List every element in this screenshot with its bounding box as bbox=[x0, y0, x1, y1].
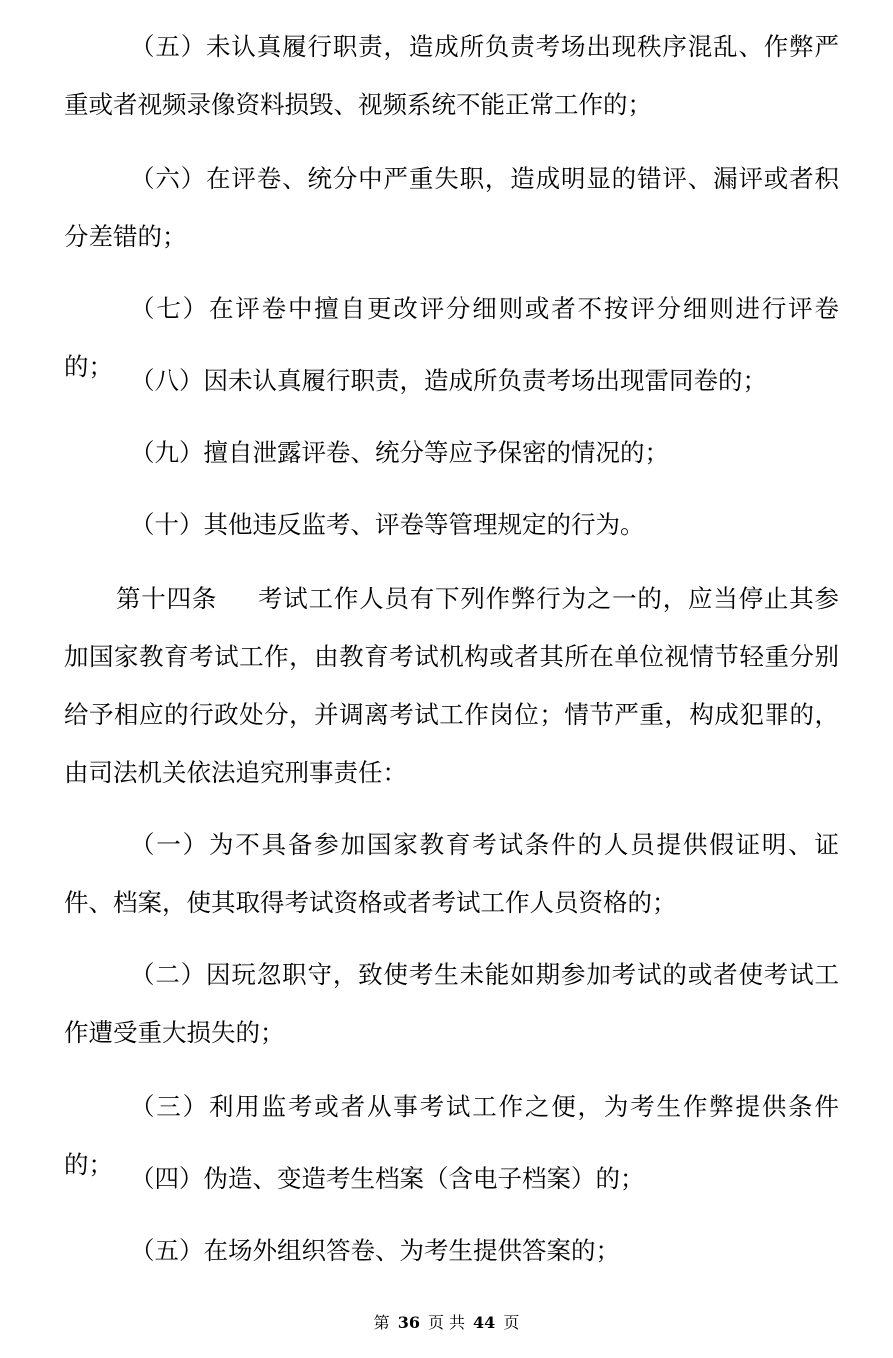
article-14-body: 考试工作人员有下列作弊行为之一的，应当停止其参加国家教育考试工作，由教育考试机构或者其所在单位视情节轻重分别给予相应的行政处分，并调离考试工作岗位；情节严重，构成犯罪的，由司法机关依法追究刑事责任： bbox=[64, 584, 839, 787]
paragraph-item-3: （三）利用监考或者从事考试工作之便，为考生作弊提供条件的； bbox=[64, 1092, 839, 1179]
paragraph-item-9: （九）擅自泄露评卷、统分等应予保密的情况的； bbox=[130, 438, 669, 467]
paragraph-article-14 bbox=[64, 570, 839, 802]
paragraph-item-2: （二）因玩忽职守，致使考生未能如期参加考试的或者使考试工作遭受重大损失的； bbox=[64, 960, 839, 1047]
current-page-number: 36 bbox=[397, 1313, 420, 1332]
paragraph-item-6: （六）在评卷、统分中严重失职，造成明显的错评、漏评或者积分差错的； bbox=[64, 164, 839, 251]
paragraph-item-5b: （五）在场外组织答卷、为考生提供答案的； bbox=[130, 1236, 620, 1265]
paragraph-item-7: （七）在评卷中擅自更改评分细则或者不按评分细则进行评卷的； bbox=[64, 294, 839, 381]
footer-prefix: 第 bbox=[373, 1313, 390, 1332]
footer-middle: 页 共 bbox=[427, 1313, 466, 1332]
paragraph-item-5a: （五）未认真履行职责，造成所负责考场出现秩序混乱、作弊严重或者视频录像资料损毁、视频系统不能正常工作的； bbox=[64, 32, 839, 119]
page-footer bbox=[0, 1312, 893, 1334]
article-14-heading: 第十四条 bbox=[116, 584, 218, 613]
total-page-number: 44 bbox=[473, 1313, 496, 1332]
footer-suffix: 页 bbox=[503, 1313, 520, 1332]
paragraph-item-10: （十）其他违反监考、评卷等管理规定的行为。 bbox=[130, 510, 645, 539]
paragraph-item-8: （八）因未认真履行职责，造成所负责考场出现雷同卷的； bbox=[130, 366, 767, 395]
paragraph-item-4: （四）伪造、变造考生档案（含电子档案）的； bbox=[130, 1164, 645, 1193]
paragraph-item-1: （一）为不具备参加国家教育考试条件的人员提供假证明、证件、档案，使其取得考试资格或者考试工作人员资格的； bbox=[64, 830, 839, 917]
